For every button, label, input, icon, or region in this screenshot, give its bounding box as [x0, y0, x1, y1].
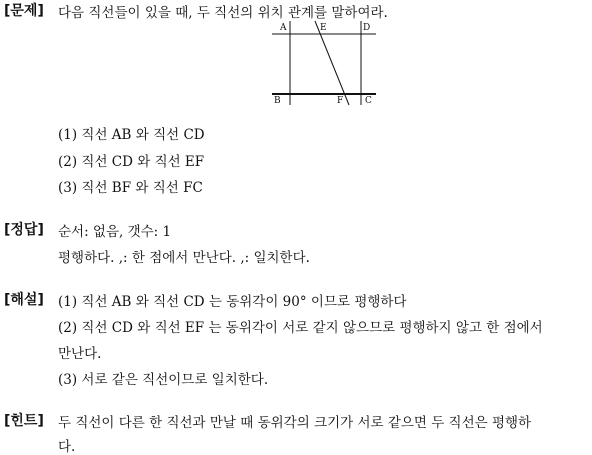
hint-line-1: 두 직선이 다른 한 직선과 만날 때 동위각의 크기가 서로 같으면 두 직선은 평행하 — [58, 415, 532, 431]
label-F: F — [337, 96, 344, 106]
label-C: C — [365, 96, 372, 106]
problem-label: [문제] — [4, 3, 44, 19]
answer-line-1: 순서: 없음, 갯수: 1 — [58, 224, 172, 240]
explanation-line-3: 만난다. — [58, 346, 102, 362]
explanation-line-1: (1) 직선 AB 와 직선 CD 는 동위각이 90° 이므로 평행하다 — [58, 294, 407, 310]
label-A: A — [280, 23, 287, 33]
problem-item-2: (2) 직선 CD 와 직선 EF — [58, 154, 205, 170]
problem-question: 다음 직선들이 있을 때, 두 직선의 위치 관계를 말하여라. — [58, 5, 388, 21]
explanation-label: [해설] — [4, 292, 44, 308]
explanation-line-2: (2) 직선 CD 와 직선 EF 는 동위각이 서로 같지 않으므로 평행하지 않고 한 점에서 — [58, 320, 543, 336]
label-D: D — [363, 23, 371, 33]
hint-label: [힌트] — [4, 413, 44, 429]
label-E: E — [320, 23, 327, 33]
label-B: B — [274, 96, 281, 106]
hint-line-2: 다. — [58, 439, 76, 455]
line-figure — [268, 19, 380, 107]
answer-label: [정답] — [4, 222, 44, 238]
problem-item-1: (1) 직선 AB 와 직선 CD — [58, 127, 205, 143]
problem-item-3: (3) 직선 BF 와 직선 FC — [58, 180, 203, 196]
explanation-line-4: (3) 서로 같은 직선이므로 일치한다. — [58, 372, 269, 388]
answer-line-2: 평행하다. ,: 한 점에서 만난다. ,: 일치한다. — [58, 250, 310, 266]
